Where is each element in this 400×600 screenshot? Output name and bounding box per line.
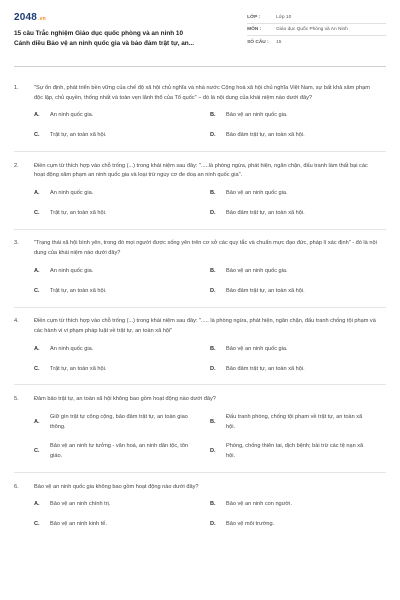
option-letter: C. [34, 287, 40, 294]
option-b[interactable] [210, 500, 386, 510]
option-c[interactable] [34, 131, 210, 141]
option-text: Bảo vệ an ninh tư tưởng - văn hoá, an ninh dân tộc, tôn giáo. [50, 443, 189, 460]
option-letter: B. [210, 501, 216, 508]
option-letter: B. [210, 345, 216, 352]
option-letter: C. [34, 209, 40, 216]
meta-label: LỚP : [247, 15, 261, 20]
option-letter: D. [210, 521, 216, 528]
question-number: 6. [14, 483, 19, 490]
option-text: Bảo vệ an ninh quốc gia. [226, 112, 288, 119]
option-b[interactable] [210, 345, 386, 355]
option-text: Bảo vệ an ninh kinh tế. [50, 521, 107, 528]
option-d[interactable] [210, 209, 386, 219]
option-letter: D. [210, 287, 216, 294]
question-1 [14, 84, 386, 141]
option-letter: D. [210, 365, 216, 372]
option-grid [34, 111, 386, 141]
header-left [14, 10, 247, 62]
option-a[interactable] [34, 267, 210, 277]
option-text: Trật tự, an toàn xã hội. [50, 365, 107, 372]
option-a[interactable] [34, 345, 210, 355]
option-c[interactable] [34, 365, 210, 375]
meta-row-class [247, 12, 386, 24]
question-6 [14, 483, 386, 530]
option-text: Bảo đảm trật tự, an toàn xã hội. [226, 132, 305, 139]
option-b[interactable] [210, 111, 386, 121]
option-text: Bảo vệ an ninh quốc gia. [226, 190, 288, 197]
option-text: Bảo vệ môi trường. [226, 521, 275, 528]
option-grid [34, 413, 386, 462]
option-letter: C. [34, 448, 40, 455]
question-text: Đảm bảo trật tự, an toàn xã hội không bao gồm hoạt động nào dưới đây? [34, 395, 216, 402]
meta-value: 15 [276, 39, 282, 45]
option-text: Phòng, chống thiên tai, dịch bệnh; bài trừ các tệ nạn xã hội. [226, 443, 364, 460]
question-text: Điền cụm từ thích hợp vào chỗ trống (...) trong khái niệm sau đây: ".....là phòng ngừa, phát hiện, ngăn chặn, đấu tranh làm thất bại các hoạt động xâm phạm an ninh quốc gia và loại trừ nguy cơ đe doạ an ninh quốc gia". [34, 162, 368, 179]
question-3 [14, 239, 386, 296]
meta-value: Giáo dục Quốc Phòng và An Ninh [276, 27, 348, 32]
option-letter: C. [34, 365, 40, 372]
question-text: "Trạng thái xã hội bình yên, trong đó mọi người được sống yên trên cơ sở các quy tắc và chuẩn mực đạo đức, pháp lí xác định" - đó là nội dung của khái niệm nào dưới đây? [34, 240, 377, 257]
site-logo[interactable] [14, 12, 247, 23]
document-title [14, 29, 247, 48]
option-text: Trật tự, an toàn xã hội. [50, 287, 107, 294]
option-a[interactable] [34, 111, 210, 121]
question-4 [14, 317, 386, 374]
question-number: 5. [14, 395, 19, 402]
meta-label: MÔN : [247, 27, 262, 32]
option-c[interactable] [34, 442, 210, 462]
option-letter: B. [210, 190, 216, 197]
option-letter: D. [210, 132, 216, 139]
option-text: An ninh quốc gia. [50, 112, 94, 119]
option-letter: B. [210, 418, 216, 425]
option-text: Giữ gìn trật tự công cộng, bảo đảm trật tự, an toàn giao thông. [50, 413, 188, 430]
option-d[interactable] [210, 365, 386, 375]
option-text: Bảo đảm trật tự, an toàn xã hội. [226, 365, 305, 372]
question-divider [14, 229, 386, 230]
option-text: Bảo vệ an ninh quốc gia. [226, 345, 288, 352]
meta-row-count [247, 36, 386, 48]
question-2 [14, 162, 386, 219]
option-text: Bảo vệ an ninh quốc gia. [226, 267, 288, 274]
meta-label: SỐ CÂU : [247, 39, 269, 45]
question-list [14, 67, 386, 530]
option-grid [34, 267, 386, 297]
question-text: "Sự ổn định, phát triển bền vững của chế độ xã hội chủ nghĩa và nhà nước Cộng hoà xã hội chủ nghĩa Việt Nam, sự bất khả xâm phạm độc lập, chủ quyền, thống nhất và toàn vẹn lãnh thổ của Tổ quốc" – đó là nội dung của khái niệm nào dưới đây? [34, 84, 370, 101]
option-text: An ninh quốc gia. [50, 190, 94, 197]
option-d[interactable] [210, 520, 386, 530]
option-letter: D. [210, 209, 216, 216]
question-divider [14, 151, 386, 152]
question-number: 3. [14, 240, 19, 247]
question-divider [14, 384, 386, 385]
option-c[interactable] [34, 209, 210, 219]
question-number: 1. [14, 84, 19, 91]
option-letter: A. [34, 345, 40, 352]
title-line-2: Cánh diều Bảo vệ an ninh quốc gia và bảo đảm trật tự, an... [14, 39, 195, 47]
option-grid [34, 500, 386, 530]
option-letter: A. [34, 112, 40, 119]
option-text: Trật tự, an toàn xã hội. [50, 209, 107, 216]
logo-suffix: .vn [38, 16, 46, 22]
option-d[interactable] [210, 131, 386, 141]
option-text: Đấu tranh phòng, chống tội phạm về trật tự, an toàn xã hội. [226, 413, 363, 430]
option-c[interactable] [34, 287, 210, 297]
option-text: Trật tự, an toàn xã hội. [50, 132, 107, 139]
meta-value: Lớp 10 [276, 15, 292, 20]
option-b[interactable] [210, 189, 386, 199]
option-letter: C. [34, 132, 40, 139]
option-b[interactable] [210, 413, 386, 433]
option-letter: A. [34, 501, 40, 508]
meta-box [247, 10, 386, 62]
question-text: Bảo vệ an ninh quốc gia không bao gồm hoạt động nào dưới đây? [34, 483, 199, 490]
option-text: Bảo vệ an ninh chính trị. [50, 501, 111, 508]
option-letter: C. [34, 521, 40, 528]
option-letter: D. [210, 448, 216, 455]
question-number: 4. [14, 318, 19, 325]
logo-main: 2048 [14, 12, 38, 23]
option-grid [34, 189, 386, 219]
question-number: 2. [14, 162, 19, 169]
option-a[interactable] [34, 413, 210, 433]
question-text: Điền cụm từ thích hợp vào chỗ trống (...) trong khái niệm sau đây: "..... là phòng ngừa, phát hiện, ngăn chặn, đấu tranh chống tội phạm và các hành vi vi phạm pháp luật về trật tự, an toàn xã hội" [34, 318, 376, 334]
question-divider [14, 472, 386, 473]
title-line-1: 15 câu Trắc nghiệm Giáo dục quốc phòng và an ninh 10 [14, 30, 184, 37]
option-letter: B. [210, 267, 216, 274]
option-letter: A. [34, 190, 40, 197]
option-letter: A. [34, 418, 40, 425]
option-text: Bảo đảm trật tự, an toàn xã hội. [226, 287, 305, 294]
option-c[interactable] [34, 520, 210, 530]
option-d[interactable] [210, 287, 386, 297]
page-header [14, 10, 386, 62]
option-d[interactable] [210, 442, 386, 462]
option-b[interactable] [210, 267, 386, 277]
option-text: An ninh quốc gia. [50, 345, 94, 352]
option-a[interactable] [34, 189, 210, 199]
question-divider [14, 307, 386, 308]
option-letter: A. [34, 267, 40, 274]
option-grid [34, 345, 386, 375]
option-text: Bảo đảm trật tự, an toàn xã hội. [226, 209, 305, 216]
meta-row-subject [247, 24, 386, 36]
option-letter: B. [210, 112, 216, 119]
option-text: An ninh quốc gia. [50, 267, 94, 274]
option-a[interactable] [34, 500, 210, 510]
option-text: Bảo vệ an ninh con người. [226, 501, 292, 508]
question-5 [14, 395, 386, 462]
